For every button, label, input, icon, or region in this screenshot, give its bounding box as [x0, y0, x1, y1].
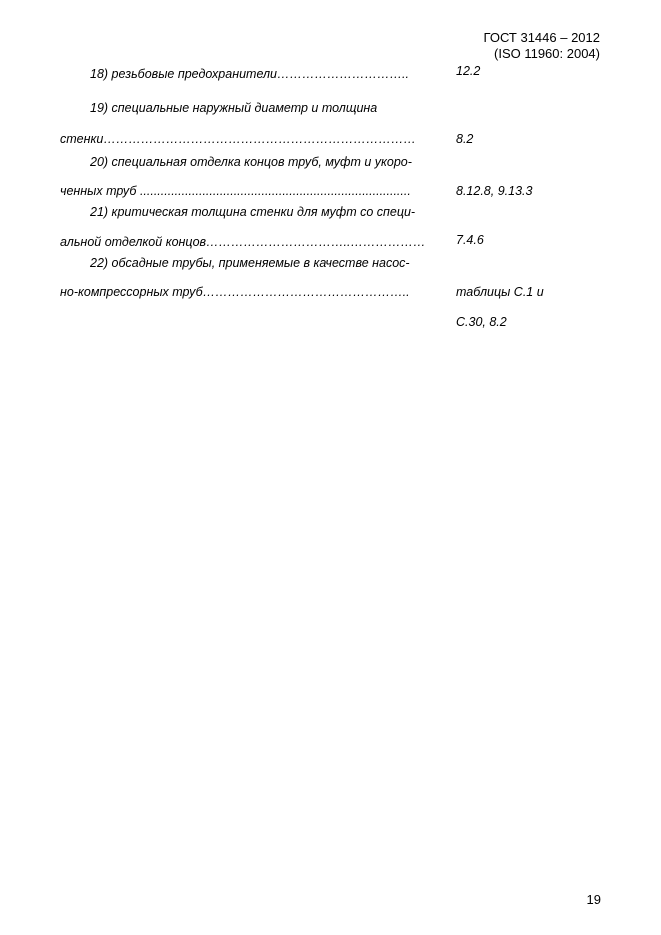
item-19-text: 19) специальные наружный диаметр и толщина	[90, 101, 378, 115]
document-header	[484, 30, 600, 62]
item-21-ref: 7.4.6	[456, 233, 484, 247]
item-22-ref-continuation: С.30, 8.2	[456, 315, 507, 329]
item-22-text: 22) обсадные трубы, применяемые в качестве насос-	[90, 256, 410, 270]
standard-number: ГОСТ 31446 – 2012	[483, 30, 600, 45]
item-19-ref: 8.2	[456, 132, 474, 146]
item-22-continuation: но-компрессорных труб…………………………………………..	[60, 285, 410, 299]
item-19-continuation: стенки…………………………………………………………………	[60, 132, 416, 146]
item-20-continuation: ченных труб ..............................................................................	[60, 184, 411, 198]
item-18-ref: 12.2	[456, 64, 481, 78]
item-18-text: 18) резьбовые предохранители…………………………..	[90, 67, 409, 81]
iso-reference: (ISO 11960: 2004)	[494, 46, 600, 61]
item-21-continuation: альной отделкой концов……………………………..………………	[60, 235, 426, 249]
item-22-ref: таблицы С.1 и	[456, 285, 544, 299]
item-21-text: 21) критическая толщина стенки для муфт со специ-	[90, 205, 416, 219]
item-20-text: 20) специальная отделка концов труб, муфт и укоро-	[90, 155, 412, 169]
item-20-ref: 8.12.8, 9.13.3	[456, 184, 533, 198]
page-number: 19	[586, 892, 601, 907]
